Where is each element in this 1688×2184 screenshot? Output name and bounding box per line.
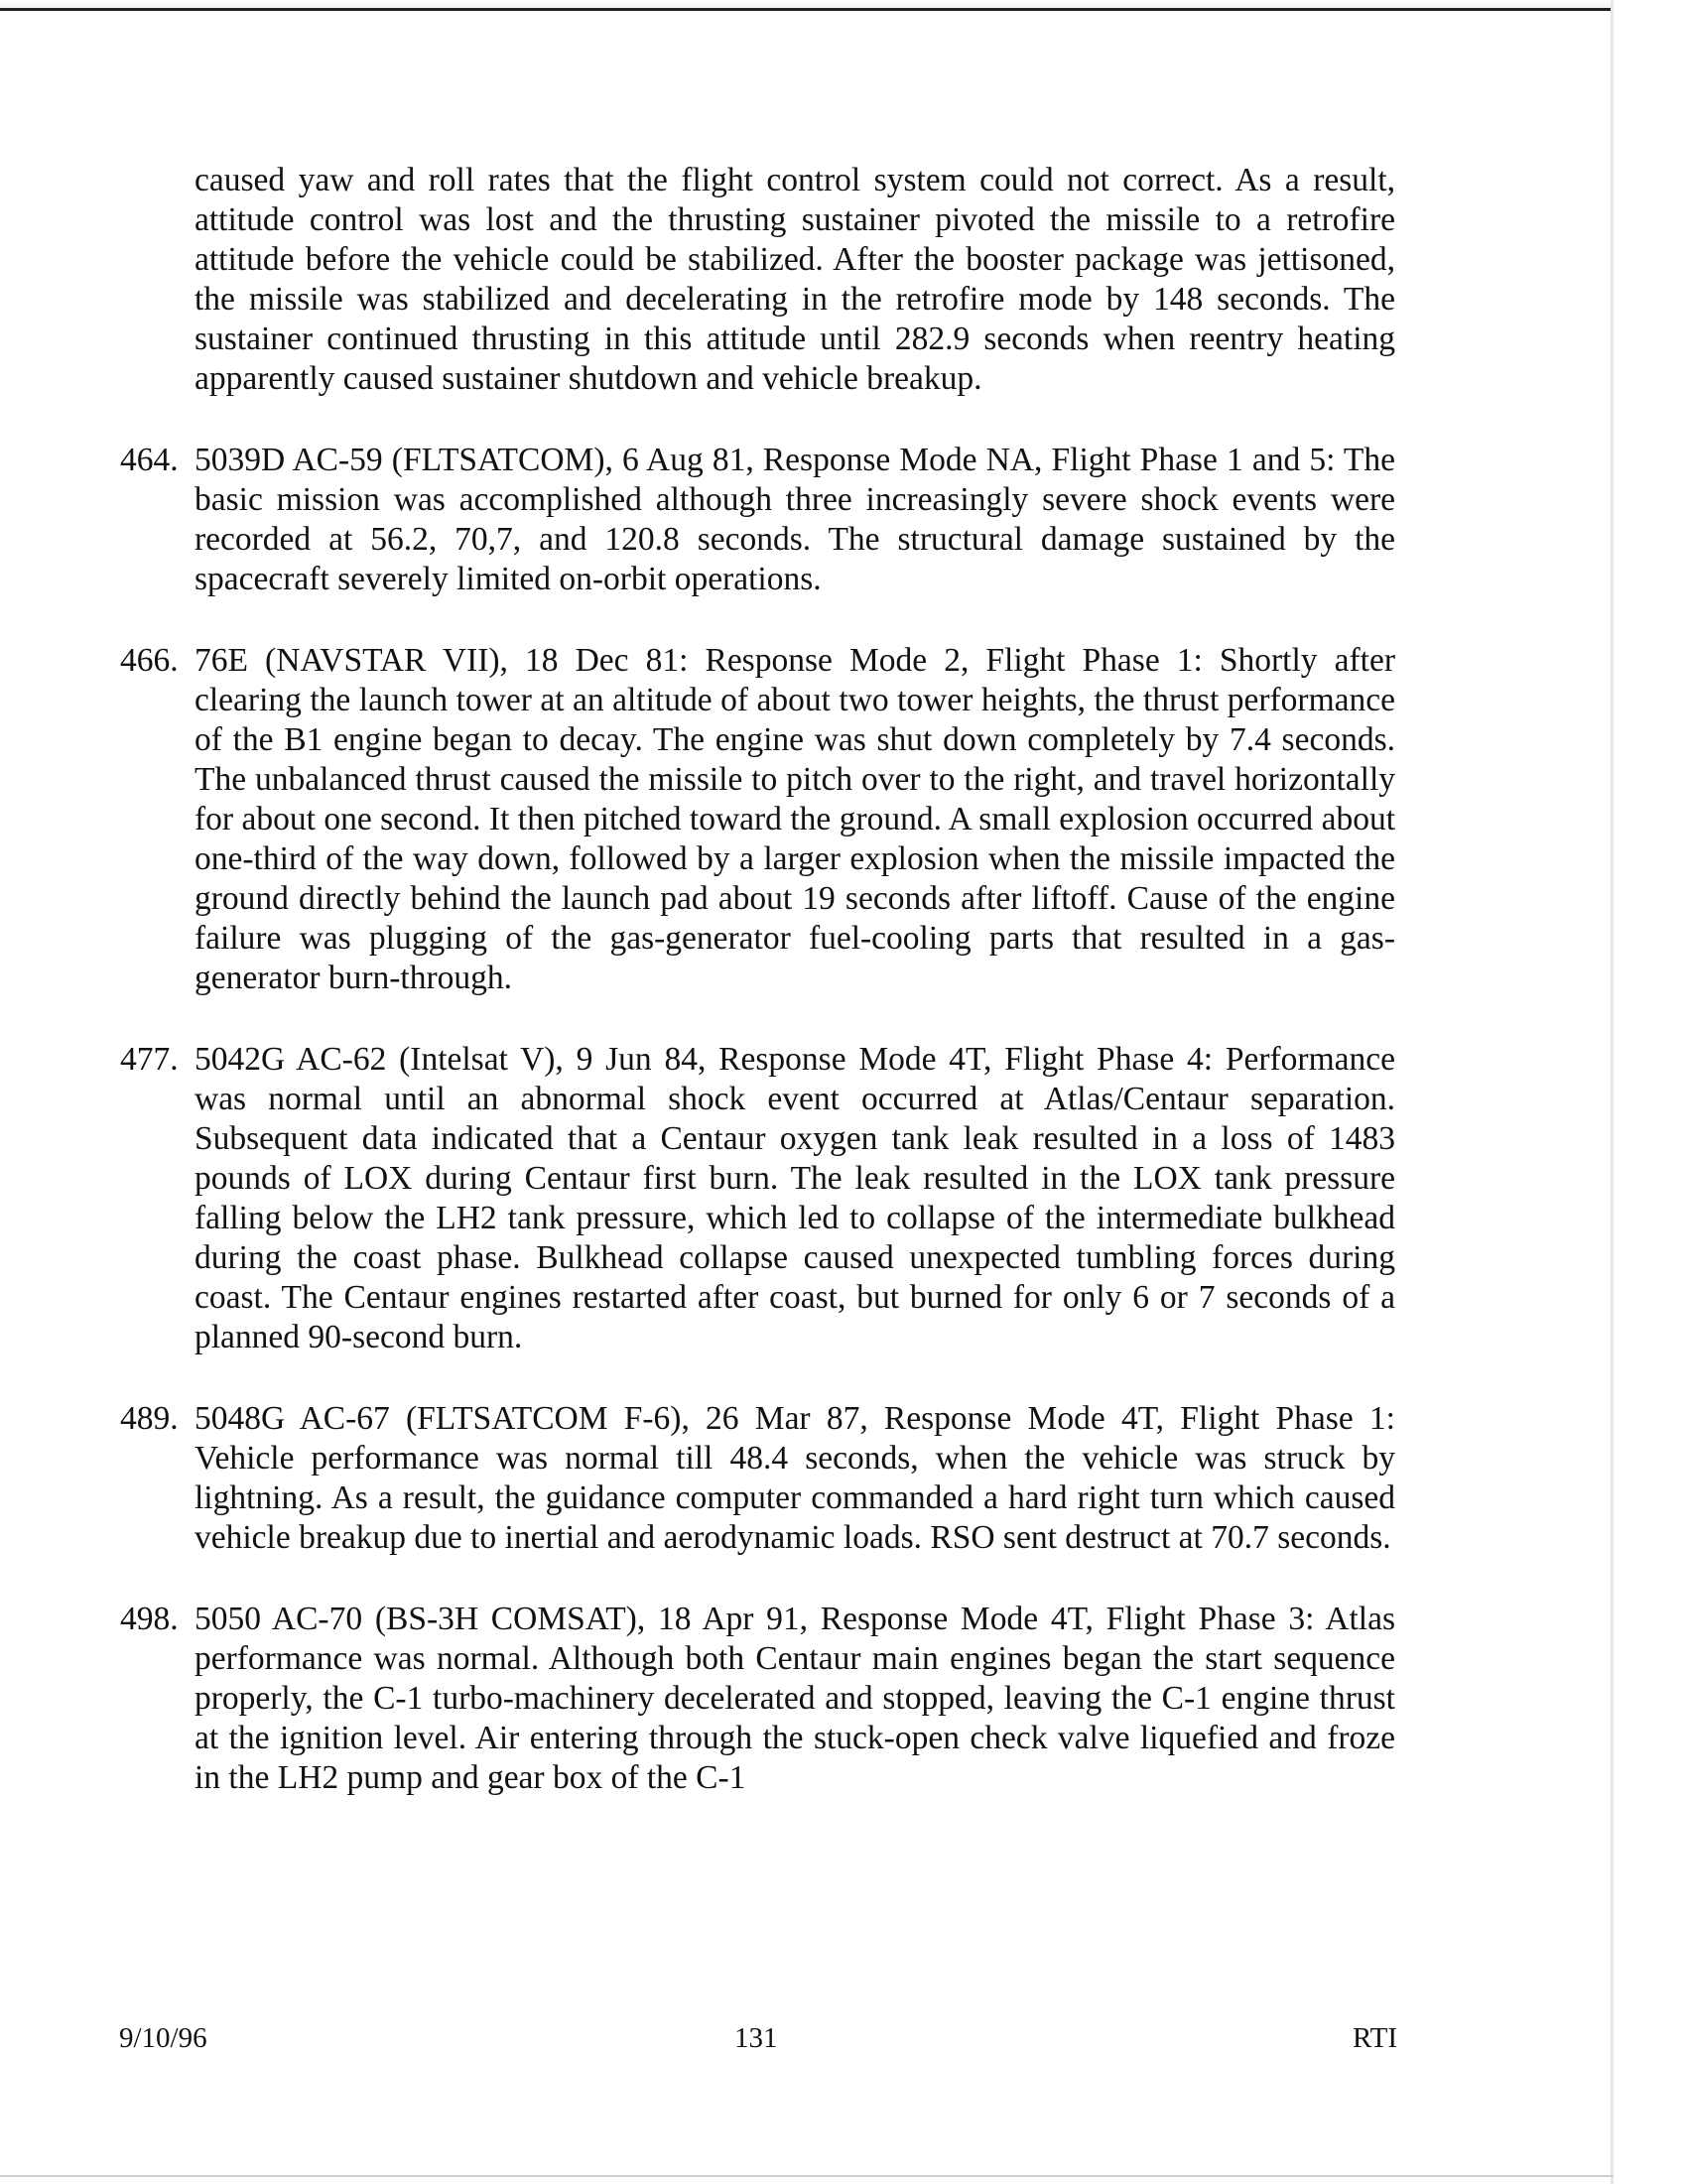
list-item: [120, 1600, 1395, 1798]
entry-text: 5042G AC-62 (Intelsat V), 9 Jun 84, Response Mode 4T, Flight Phase 4: Performance was normal until an abnormal shock event occurred at Atlas/Centaur separation. Subsequent data indicated that a Centaur oxygen tank leak resulted in a loss of 1483 pounds of LOX during Centaur first burn. The leak resulted in the LOX tank pressure falling below the LH2 tank pressure, which led to collapse of the intermediate bulkhead during the coast phase. Bulkhead collapse caused unexpected tumbling forces during coast. The Centaur engines restarted after coast, but burned for only 6 or 7 seconds of a planned 90-second burn.: [195, 1041, 1395, 1355]
continuation-paragraph: caused yaw and roll rates that the flight control system could not correct. As a result, attitude control was lost and the thrusting sustainer pivoted the missile to a retrofire attitude before the vehicle could be stabilized. After the booster package was jettisoned, the missile was stabilized and decelerating in the retrofire mode by 148 seconds. The sustainer continued thrusting in this attitude until 282.9 seconds when reentry heating apparently caused sustainer shutdown and vehicle breakup.: [195, 162, 1395, 397]
entry-text: 5048G AC-67 (FLTSATCOM F-6), 26 Mar 87, Response Mode 4T, Flight Phase 1: Vehicle performance was normal till 48.4 seconds, when the vehicle was struck by lightning. As a result, the guidance computer commanded a hard right turn which caused vehicle breakup due to inertial and aerodynamic loads. RSO sent destruct at 70.7 seconds.: [195, 1400, 1395, 1556]
list-item: [120, 441, 1395, 599]
entry-number: 489.: [120, 1400, 179, 1437]
scan-border-bottom: [0, 2175, 1614, 2177]
entry-number: 477.: [120, 1041, 179, 1078]
entry-text: 5039D AC-59 (FLTSATCOM), 6 Aug 81, Response Mode NA, Flight Phase 1 and 5: The basic mission was accomplished although three increasingly severe shock events were recorded at 56.2, 70,7, and 120.8 seconds. The structural damage sustained by the spacecraft severely limited on-orbit operations.: [195, 442, 1395, 597]
scan-border-right: [1611, 0, 1614, 2184]
entry-text: 5050 AC-70 (BS-3H COMSAT), 18 Apr 91, Response Mode 4T, Flight Phase 3: Atlas performance was normal. Although both Centaur main engines began the start sequence properly, the C-1 turbo-machinery decelerated and stopped, leaving the C-1 engine thrust at the ignition level. Air entering through the stuck-open check valve liquefied and froze in the LH2 pump and gear box of the C-1: [195, 1601, 1395, 1796]
scan-border-top: [0, 0, 1613, 11]
footer-organization: RTI: [1353, 2022, 1397, 2054]
footer-date: 9/10/96: [119, 2022, 207, 2054]
entry-number: 466.: [120, 642, 179, 679]
page-body: [120, 161, 1395, 1798]
entry-number: 498.: [120, 1601, 179, 1637]
page-number: 131: [734, 2022, 778, 2054]
entry-text: 76E (NAVSTAR VII), 18 Dec 81: Response Mode 2, Flight Phase 1: Shortly after clearing the launch tower at an altitude of about two tower heights, the thrust performance of the B1 engine began to decay. The engine was shut down completely by 7.4 seconds. The unbalanced thrust caused the missile to pitch over to the right, and travel horizontally for about one second. It then pitched toward the ground. A small explosion occurred about one-third of the way down, followed by a larger explosion when the missile impacted the ground directly behind the launch pad about 19 seconds after liftoff. Cause of the engine failure was plugging of the gas-generator fuel-cooling parts that resulted in a gas-generator burn-through.: [195, 642, 1395, 996]
list-item: [120, 641, 1395, 998]
list-item: [120, 1399, 1395, 1558]
list-item: [120, 1040, 1395, 1357]
entry-number: 464.: [120, 442, 179, 478]
